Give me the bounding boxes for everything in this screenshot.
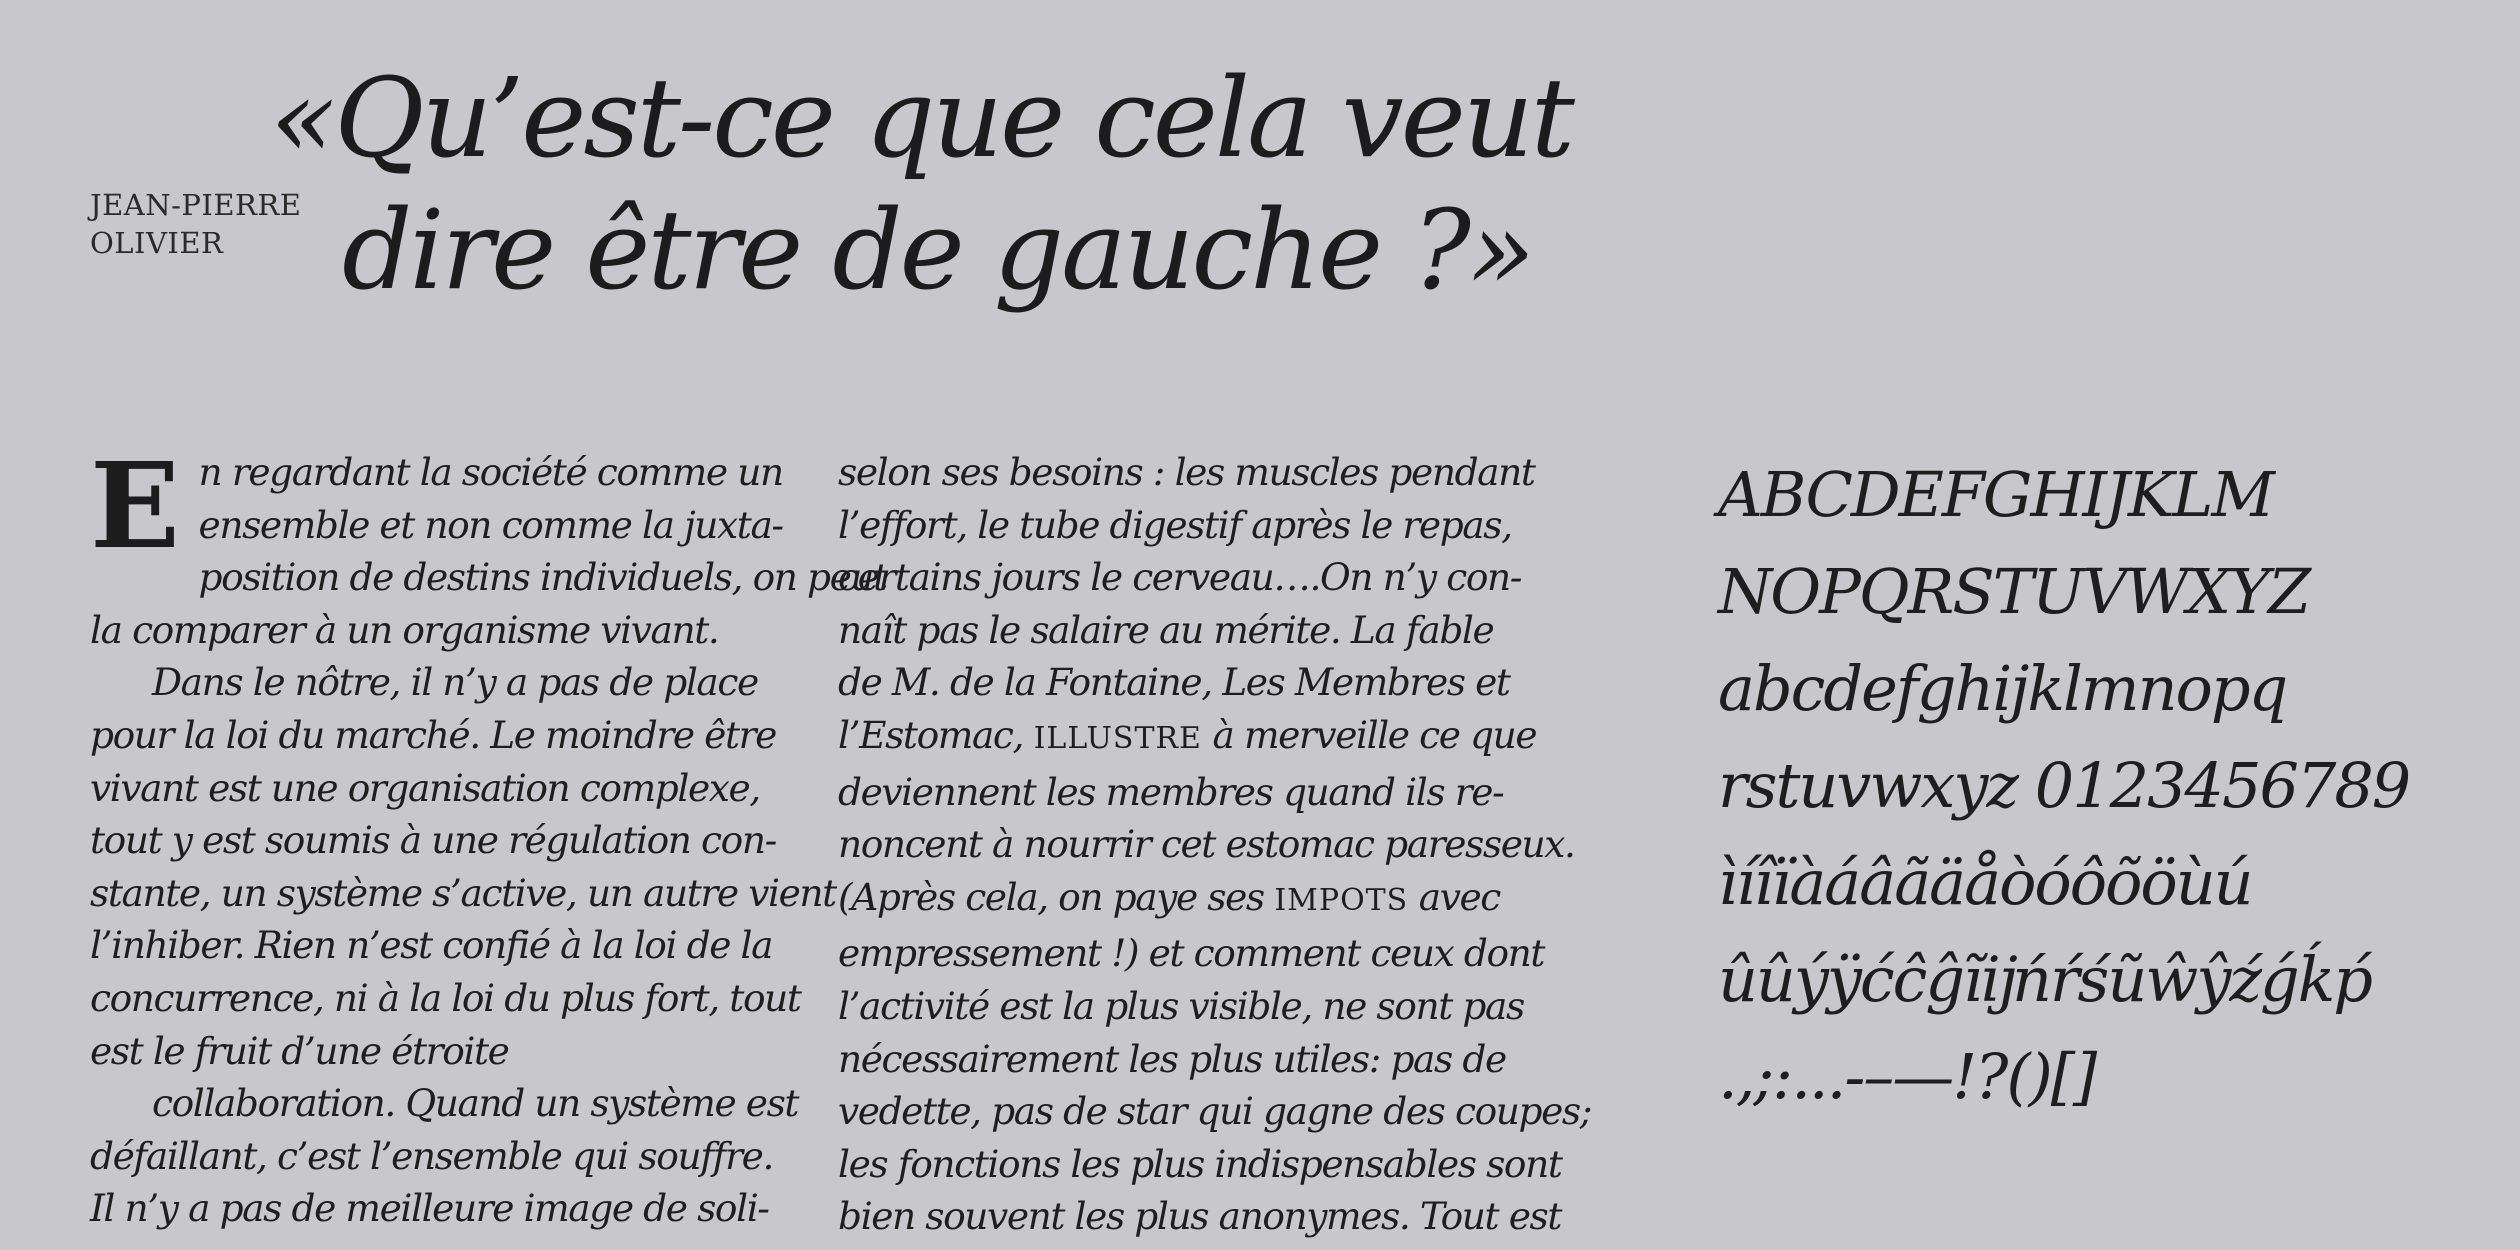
text-line: bien souvent les plus anonymes. Tout est <box>838 1194 1562 1239</box>
text-line: l’activité est la plus visible, ne sont pas <box>838 983 1524 1028</box>
text-line: empressement !) et comment ceux dont <box>838 931 1545 976</box>
text-line: noncent à nourrir cet estomac paresseux. <box>838 822 1575 867</box>
text-column-1 <box>90 436 887 1235</box>
article-title <box>270 52 1610 316</box>
smallcaps-word: IMPOTS <box>1274 882 1409 918</box>
text-line: collaboration. Quand un système est <box>152 1081 799 1126</box>
text-line: est le fruit d’une étroite <box>90 1028 509 1073</box>
title-line-1: «Qu’est-ce que cela veut <box>270 54 1572 182</box>
text-line: vivant est une organisation complexe, <box>90 765 760 810</box>
text-line: nécessairement les plus utiles: pas de <box>838 1036 1506 1081</box>
text-line-with-smallcaps <box>838 871 1528 928</box>
text-line: les fonctions les plus indispensables sont <box>838 1141 1562 1186</box>
specimen-line: rstuvwxyz 0123456789 <box>1718 749 2410 822</box>
text-line: deviennent les membres quand ils re- <box>838 769 1504 814</box>
specimen-line: .,;:...-–—!?()[] <box>1718 1040 2096 1113</box>
specimen-line: ûûýÿćĉĝĩĳńŕśũŵŷźǵḱṕ <box>1718 943 2371 1016</box>
text-line: selon ses besoins : les muscles pendant <box>838 450 1535 494</box>
glyph-specimen <box>1718 446 2409 1125</box>
text-fragment: l’Estomac, <box>838 712 1024 757</box>
text-line: position de destins individuels, on peut <box>198 555 887 600</box>
text-line: certains jours le cerveau….On n’y con- <box>838 555 1522 600</box>
text-line: pour la loi du marché. Le moindre être <box>90 712 776 757</box>
text-line: concurrence, ni à la loi du plus fort, tout <box>90 975 801 1020</box>
text-line: stante, un système s’active, un autre vient <box>90 870 836 915</box>
author-last-name: OLIVIER <box>90 226 224 260</box>
text-line: la comparer à un organisme vivant. <box>90 607 719 652</box>
text-line: ensemble et non comme la juxta- <box>198 502 783 547</box>
text-column-2 <box>838 446 1591 1243</box>
specimen-line: ìíîïàáâãäåòóôõöùú <box>1718 846 2252 919</box>
specimen-line: NOPQRSTUVWXYZ <box>1718 555 2310 628</box>
text-line: défaillant, c’est l’ensemble qui souffre. <box>90 1133 773 1178</box>
text-line: n regardant la société comme un <box>198 450 783 494</box>
text-line: Il n’y a pas de meilleure image de soli- <box>90 1186 769 1231</box>
text-line: l’effort, le tube digestif après le repas, <box>838 502 1512 547</box>
text-line: tout y est soumis à une régulation con- <box>90 818 776 863</box>
text-fragment: à merveille ce que <box>1201 712 1537 757</box>
text-line: de M. de la Fontaine, Les Membres et <box>838 660 1510 705</box>
text-line: vedette, pas de star qui gagne des coupes; <box>838 1089 1591 1134</box>
text-line: l’inhiber. Rien n’est confié à la loi de la <box>90 923 773 968</box>
specimen-line: abcdefghijklmnopq <box>1718 652 2287 725</box>
specimen-line: ABCDEFGHIJKLM <box>1718 458 2273 531</box>
text-line: Dans le nôtre, il n’y a pas de place <box>152 660 758 705</box>
smallcaps-word: ILLUSTRE <box>1033 720 1202 756</box>
text-fragment: (Après cela, on paye ses <box>838 874 1264 919</box>
title-line-2: dire être de gauche ?» <box>342 186 1533 314</box>
text-fragment: avec <box>1408 874 1500 919</box>
text-line: naît pas le salaire au mérite. La fable <box>838 607 1494 652</box>
author-first-name: JEAN-PIERRE <box>90 188 302 222</box>
text-line-with-smallcaps <box>838 709 1537 766</box>
drop-cap: E <box>90 436 179 575</box>
